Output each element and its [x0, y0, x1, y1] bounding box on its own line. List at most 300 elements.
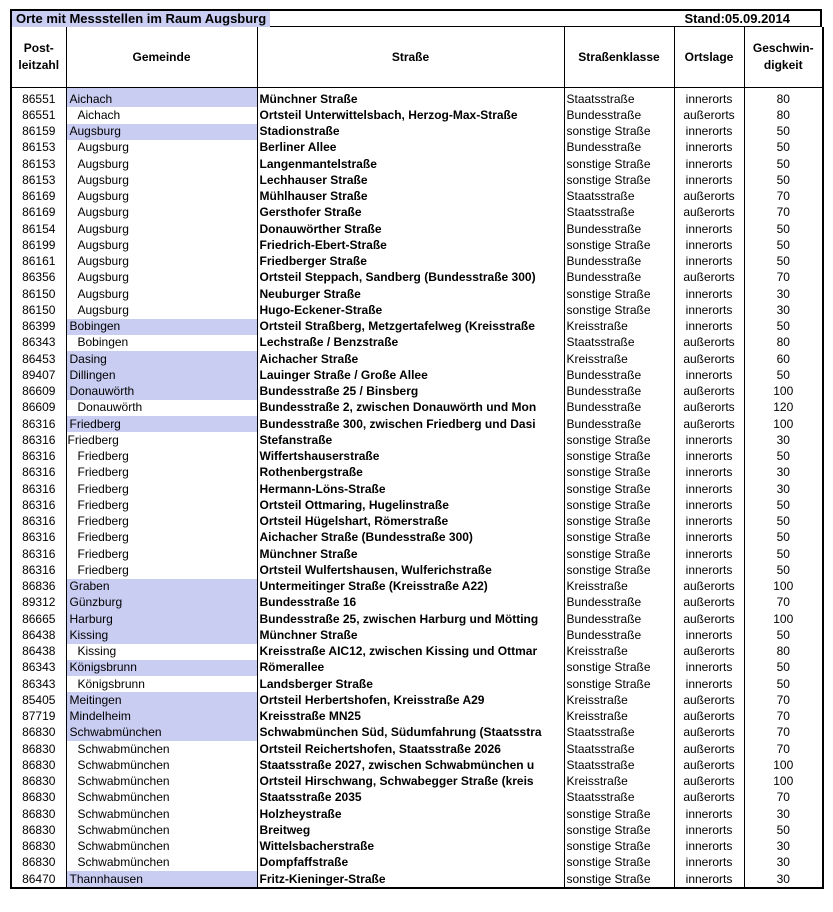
cell-strasse: Breitweg: [257, 822, 564, 838]
cell-geschwindigkeit: 30: [744, 481, 823, 497]
table-row[interactable]: [11, 806, 823, 822]
header-plz-line2: leitzahl: [18, 58, 60, 72]
cell-strasse: Ortsteil Hügelshart, Römerstraße: [257, 514, 564, 530]
cell-plz: 86153: [11, 172, 66, 188]
cell-gemeinde: Aichach: [66, 88, 257, 108]
cell-gemeinde: Augsburg: [66, 270, 257, 286]
cell-strasse: Bundesstraße 25, zwischen Harburg und Mötting: [257, 611, 564, 627]
cell-geschwindigkeit: 50: [744, 546, 823, 562]
cell-klasse: sonstige Straße: [564, 465, 674, 481]
cell-strasse: Münchner Straße: [257, 627, 564, 643]
cell-geschwindigkeit: 50: [744, 156, 823, 172]
cell-geschwindigkeit: 50: [744, 660, 823, 676]
cell-plz: 86343: [11, 660, 66, 676]
cell-geschwindigkeit: 70: [744, 692, 823, 708]
table-row[interactable]: [11, 676, 823, 692]
cell-klasse: Kreisstraße: [564, 351, 674, 367]
cell-klasse: Staatsstraße: [564, 189, 674, 205]
cell-geschwindigkeit: 50: [744, 124, 823, 140]
cell-gemeinde: Königsbrunn: [66, 660, 257, 676]
cell-gemeinde: Augsburg: [66, 205, 257, 221]
cell-strasse: Langenmantelstraße: [257, 156, 564, 172]
cell-plz: 86438: [11, 644, 66, 660]
cell-strasse: Staatsstraße 2035: [257, 790, 564, 806]
table-row[interactable]: [11, 644, 823, 660]
cell-strasse: Ortsteil Reichertshofen, Staatsstraße 2026: [257, 741, 564, 757]
cell-klasse: Bundesstraße: [564, 270, 674, 286]
cell-klasse: sonstige Straße: [564, 156, 674, 172]
cell-gemeinde: Donauwörth: [66, 400, 257, 416]
cell-ortslage: außerorts: [674, 790, 744, 806]
table-row[interactable]: [11, 709, 823, 725]
cell-geschwindigkeit: 50: [744, 562, 823, 578]
cell-ortslage: innerorts: [674, 156, 744, 172]
cell-plz: 86830: [11, 806, 66, 822]
cell-plz: 86316: [11, 562, 66, 578]
cell-gemeinde: Friedberg: [66, 546, 257, 562]
cell-ortslage: innerorts: [674, 806, 744, 822]
cell-plz: 86830: [11, 725, 66, 741]
title-bar: [10, 9, 822, 27]
table-row[interactable]: [11, 156, 823, 172]
cell-gemeinde: Friedberg: [66, 416, 257, 432]
cell-klasse: Bundesstraße: [564, 416, 674, 432]
cell-strasse: Untermeitinger Straße (Kreisstraße A22): [257, 579, 564, 595]
cell-strasse: Bundesstraße 25 / Binsberg: [257, 384, 564, 400]
table-row[interactable]: [11, 497, 823, 513]
cell-plz: 86399: [11, 319, 66, 335]
cell-ortslage: innerorts: [674, 367, 744, 383]
cell-gemeinde: Meitingen: [66, 692, 257, 708]
cell-plz: 86343: [11, 335, 66, 351]
cell-strasse: Holzheystraße: [257, 806, 564, 822]
cell-strasse: Münchner Straße: [257, 546, 564, 562]
cell-plz: 86150: [11, 302, 66, 318]
cell-geschwindigkeit: 30: [744, 302, 823, 318]
cell-geschwindigkeit: 120: [744, 400, 823, 416]
cell-klasse: sonstige Straße: [564, 124, 674, 140]
cell-geschwindigkeit: 80: [744, 107, 823, 123]
cell-strasse: Kreisstraße MN25: [257, 709, 564, 725]
cell-klasse: sonstige Straße: [564, 871, 674, 888]
cell-geschwindigkeit: 100: [744, 611, 823, 627]
cell-plz: 86830: [11, 741, 66, 757]
cell-klasse: sonstige Straße: [564, 286, 674, 302]
cell-plz: 86316: [11, 546, 66, 562]
table-row[interactable]: [11, 611, 823, 627]
cell-strasse: Kreisstraße AIC12, zwischen Kissing und Ottmar: [257, 644, 564, 660]
table-row[interactable]: [11, 839, 823, 855]
cell-strasse: Berliner Allee: [257, 140, 564, 156]
table-row[interactable]: [11, 140, 823, 156]
cell-gemeinde: Bobingen: [66, 319, 257, 335]
cell-ortslage: außerorts: [674, 189, 744, 205]
cell-geschwindigkeit: 50: [744, 140, 823, 156]
table-row[interactable]: [11, 432, 823, 448]
cell-gemeinde: Augsburg: [66, 254, 257, 270]
cell-plz: 86154: [11, 221, 66, 237]
header-geschw[interactable]: [744, 27, 823, 88]
table-row[interactable]: [11, 400, 823, 416]
cell-gemeinde: Augsburg: [66, 140, 257, 156]
cell-geschwindigkeit: 50: [744, 676, 823, 692]
cell-geschwindigkeit: 30: [744, 286, 823, 302]
cell-strasse: Ortsteil Herbertshofen, Kreisstraße A29: [257, 692, 564, 708]
cell-plz: 86316: [11, 465, 66, 481]
header-geschw-line1: Geschwin-: [752, 41, 814, 55]
cell-ortslage: außerorts: [674, 384, 744, 400]
cell-ortslage: innerorts: [674, 140, 744, 156]
cell-ortslage: außerorts: [674, 725, 744, 741]
cell-gemeinde: Friedberg: [66, 481, 257, 497]
table-row[interactable]: [11, 88, 823, 108]
cell-gemeinde: Augsburg: [66, 124, 257, 140]
cell-strasse: Bundesstraße 16: [257, 595, 564, 611]
measurement-table: [10, 27, 824, 889]
table-row[interactable]: [11, 367, 823, 383]
cell-klasse: Kreisstraße: [564, 319, 674, 335]
cell-plz: 85405: [11, 692, 66, 708]
cell-ortslage: innerorts: [674, 822, 744, 838]
cell-geschwindigkeit: 70: [744, 790, 823, 806]
cell-klasse: Staatsstraße: [564, 757, 674, 773]
cell-plz: 86316: [11, 497, 66, 513]
cell-geschwindigkeit: 50: [744, 514, 823, 530]
cell-klasse: sonstige Straße: [564, 562, 674, 578]
cell-strasse: Stefanstraße: [257, 432, 564, 448]
cell-ortslage: innerorts: [674, 172, 744, 188]
cell-klasse: sonstige Straße: [564, 676, 674, 692]
table-row[interactable]: [11, 530, 823, 546]
cell-gemeinde: Augsburg: [66, 286, 257, 302]
cell-klasse: sonstige Straße: [564, 237, 674, 253]
cell-strasse: Gersthofer Straße: [257, 205, 564, 221]
cell-gemeinde: Friedberg: [66, 514, 257, 530]
cell-plz: 89312: [11, 595, 66, 611]
cell-geschwindigkeit: 50: [744, 237, 823, 253]
cell-ortslage: innerorts: [674, 432, 744, 448]
cell-geschwindigkeit: 60: [744, 351, 823, 367]
cell-ortslage: außerorts: [674, 351, 744, 367]
cell-strasse: Dompfaffstraße: [257, 855, 564, 871]
cell-ortslage: außerorts: [674, 611, 744, 627]
cell-klasse: Kreisstraße: [564, 709, 674, 725]
cell-strasse: Mühlhauser Straße: [257, 189, 564, 205]
cell-geschwindigkeit: 80: [744, 644, 823, 660]
cell-gemeinde: Friedberg: [66, 530, 257, 546]
table-row[interactable]: [11, 254, 823, 270]
cell-klasse: sonstige Straße: [564, 172, 674, 188]
table-row[interactable]: [11, 627, 823, 643]
cell-strasse: Friedrich-Ebert-Straße: [257, 237, 564, 253]
cell-strasse: Wiffertshauserstraße: [257, 449, 564, 465]
cell-plz: 86159: [11, 124, 66, 140]
cell-klasse: Staatsstraße: [564, 88, 674, 108]
table-row[interactable]: [11, 546, 823, 562]
cell-geschwindigkeit: 50: [744, 530, 823, 546]
cell-geschwindigkeit: 70: [744, 709, 823, 725]
table-row[interactable]: [11, 237, 823, 253]
cell-klasse: Bundesstraße: [564, 221, 674, 237]
cell-klasse: Staatsstraße: [564, 205, 674, 221]
cell-klasse: sonstige Straße: [564, 481, 674, 497]
cell-plz: 86438: [11, 627, 66, 643]
cell-klasse: Staatsstraße: [564, 335, 674, 351]
cell-strasse: Ortsteil Ottmaring, Hugelinstraße: [257, 497, 564, 513]
table-row[interactable]: [11, 189, 823, 205]
cell-plz: 86665: [11, 611, 66, 627]
cell-gemeinde: Friedberg: [66, 497, 257, 513]
cell-geschwindigkeit: 70: [744, 725, 823, 741]
cell-ortslage: außerorts: [674, 644, 744, 660]
cell-gemeinde: Mindelheim: [66, 709, 257, 725]
cell-gemeinde: Friedberg: [66, 432, 257, 448]
cell-gemeinde: Schwabmünchen: [66, 839, 257, 855]
header-geschw-line2: digkeit: [763, 58, 803, 72]
table-row[interactable]: [11, 172, 823, 188]
cell-strasse: Aichacher Straße: [257, 351, 564, 367]
header-plz[interactable]: [11, 27, 66, 88]
cell-ortslage: innerorts: [674, 221, 744, 237]
cell-plz: 86830: [11, 790, 66, 806]
cell-strasse: Ortsteil Unterwittelsbach, Herzog-Max-Straße: [257, 107, 564, 123]
cell-strasse: Aichacher Straße (Bundesstraße 300): [257, 530, 564, 546]
cell-gemeinde: Schwabmünchen: [66, 822, 257, 838]
cell-ortslage: außerorts: [674, 741, 744, 757]
cell-gemeinde: Augsburg: [66, 189, 257, 205]
cell-ortslage: innerorts: [674, 839, 744, 855]
cell-gemeinde: Günzburg: [66, 595, 257, 611]
cell-ortslage: innerorts: [674, 237, 744, 253]
cell-strasse: Ortsteil Wulfertshausen, Wulferichstraße: [257, 562, 564, 578]
cell-geschwindigkeit: 100: [744, 579, 823, 595]
cell-gemeinde: Schwabmünchen: [66, 855, 257, 871]
cell-plz: 86316: [11, 449, 66, 465]
cell-gemeinde: Thannhausen: [66, 871, 257, 888]
cell-plz: 86830: [11, 757, 66, 773]
cell-klasse: sonstige Straße: [564, 449, 674, 465]
cell-gemeinde: Friedberg: [66, 562, 257, 578]
table-row[interactable]: [11, 319, 823, 335]
cell-geschwindigkeit: 50: [744, 172, 823, 188]
table-row[interactable]: [11, 335, 823, 351]
cell-ortslage: innerorts: [674, 319, 744, 335]
cell-strasse: Römerallee: [257, 660, 564, 676]
cell-strasse: Ortsteil Steppach, Sandberg (Bundesstraße 300): [257, 270, 564, 286]
cell-klasse: sonstige Straße: [564, 302, 674, 318]
cell-geschwindigkeit: 50: [744, 627, 823, 643]
cell-gemeinde: Augsburg: [66, 221, 257, 237]
table-row[interactable]: [11, 871, 823, 888]
table-row[interactable]: [11, 757, 823, 773]
cell-geschwindigkeit: 70: [744, 205, 823, 221]
table-row[interactable]: [11, 286, 823, 302]
cell-ortslage: außerorts: [674, 709, 744, 725]
table-row[interactable]: [11, 416, 823, 432]
cell-ortslage: außerorts: [674, 692, 744, 708]
cell-plz: 86609: [11, 400, 66, 416]
cell-plz: 86830: [11, 855, 66, 871]
header-ortslage[interactable]: Ortslage: [674, 27, 744, 88]
cell-ortslage: innerorts: [674, 497, 744, 513]
table-row[interactable]: [11, 465, 823, 481]
cell-gemeinde: Donauwörth: [66, 384, 257, 400]
cell-ortslage: innerorts: [674, 660, 744, 676]
cell-strasse: Ortsteil Straßberg, Metzgertafelweg (Kreisstraße: [257, 319, 564, 335]
cell-klasse: Staatsstraße: [564, 790, 674, 806]
table-row[interactable]: [11, 449, 823, 465]
cell-strasse: Donauwörther Straße: [257, 221, 564, 237]
cell-klasse: Bundesstraße: [564, 627, 674, 643]
cell-geschwindigkeit: 80: [744, 335, 823, 351]
table-row[interactable]: [11, 741, 823, 757]
cell-gemeinde: Schwabmünchen: [66, 741, 257, 757]
cell-ortslage: innerorts: [674, 546, 744, 562]
cell-geschwindigkeit: 100: [744, 384, 823, 400]
cell-ortslage: innerorts: [674, 286, 744, 302]
cell-geschwindigkeit: 50: [744, 367, 823, 383]
table-row[interactable]: [11, 822, 823, 838]
header-klasse[interactable]: Straßenklasse: [564, 27, 674, 88]
cell-plz: 86169: [11, 205, 66, 221]
cell-ortslage: innerorts: [674, 302, 744, 318]
cell-ortslage: innerorts: [674, 254, 744, 270]
header-plz-line1: Post-: [23, 41, 54, 55]
table-row[interactable]: [11, 107, 823, 123]
cell-plz: 87719: [11, 709, 66, 725]
cell-gemeinde: Friedberg: [66, 465, 257, 481]
cell-ortslage: innerorts: [674, 855, 744, 871]
cell-geschwindigkeit: 30: [744, 465, 823, 481]
cell-strasse: Landsberger Straße: [257, 676, 564, 692]
cell-gemeinde: Augsburg: [66, 172, 257, 188]
cell-klasse: Bundesstraße: [564, 254, 674, 270]
cell-ortslage: innerorts: [674, 871, 744, 888]
cell-strasse: Fritz-Kieninger-Straße: [257, 871, 564, 888]
cell-ortslage: außerorts: [674, 270, 744, 286]
cell-ortslage: außerorts: [674, 757, 744, 773]
stand-date: Stand:05.09.2014: [684, 11, 790, 26]
cell-plz: 86609: [11, 384, 66, 400]
table-row[interactable]: [11, 481, 823, 497]
cell-klasse: Kreisstraße: [564, 774, 674, 790]
cell-plz: 86470: [11, 871, 66, 888]
cell-strasse: Neuburger Straße: [257, 286, 564, 302]
header-strasse[interactable]: Straße: [257, 27, 564, 88]
cell-geschwindigkeit: 50: [744, 822, 823, 838]
cell-klasse: sonstige Straße: [564, 839, 674, 855]
cell-geschwindigkeit: 70: [744, 189, 823, 205]
table-row[interactable]: [11, 774, 823, 790]
table-row[interactable]: [11, 351, 823, 367]
cell-gemeinde: Augsburg: [66, 237, 257, 253]
cell-klasse: sonstige Straße: [564, 432, 674, 448]
table-row[interactable]: [11, 124, 823, 140]
cell-ortslage: außerorts: [674, 205, 744, 221]
cell-ortslage: innerorts: [674, 514, 744, 530]
cell-ortslage: außerorts: [674, 579, 744, 595]
table-row[interactable]: [11, 205, 823, 221]
cell-geschwindigkeit: 50: [744, 221, 823, 237]
cell-klasse: Bundesstraße: [564, 595, 674, 611]
cell-geschwindigkeit: 30: [744, 806, 823, 822]
cell-strasse: Bundesstraße 300, zwischen Friedberg und Dasi: [257, 416, 564, 432]
cell-strasse: Hugo-Eckener-Straße: [257, 302, 564, 318]
table-row[interactable]: [11, 270, 823, 286]
cell-ortslage: außerorts: [674, 400, 744, 416]
cell-geschwindigkeit: 50: [744, 497, 823, 513]
cell-strasse: Rothenbergstraße: [257, 465, 564, 481]
cell-ortslage: innerorts: [674, 88, 744, 108]
table-row[interactable]: [11, 221, 823, 237]
cell-geschwindigkeit: 70: [744, 270, 823, 286]
cell-ortslage: innerorts: [674, 124, 744, 140]
table-body: [11, 88, 823, 889]
cell-plz: 86316: [11, 481, 66, 497]
cell-klasse: sonstige Straße: [564, 497, 674, 513]
cell-gemeinde: Kissing: [66, 644, 257, 660]
cell-geschwindigkeit: 30: [744, 839, 823, 855]
cell-gemeinde: Dasing: [66, 351, 257, 367]
table-row[interactable]: [11, 514, 823, 530]
cell-plz: 86169: [11, 189, 66, 205]
cell-klasse: Bundesstraße: [564, 611, 674, 627]
cell-plz: 86316: [11, 432, 66, 448]
table-row[interactable]: [11, 562, 823, 578]
cell-plz: 86161: [11, 254, 66, 270]
table-row[interactable]: [11, 595, 823, 611]
header-gemeinde[interactable]: Gemeinde: [66, 27, 257, 88]
table-row[interactable]: [11, 660, 823, 676]
cell-ortslage: innerorts: [674, 449, 744, 465]
cell-plz: 86316: [11, 416, 66, 432]
cell-klasse: sonstige Straße: [564, 822, 674, 838]
cell-strasse: Schwabmünchen Süd, Südumfahrung (Staatsstra: [257, 725, 564, 741]
cell-gemeinde: Friedberg: [66, 449, 257, 465]
cell-plz: 86316: [11, 530, 66, 546]
cell-plz: 86830: [11, 822, 66, 838]
table-row[interactable]: [11, 790, 823, 806]
cell-gemeinde: Königsbrunn: [66, 676, 257, 692]
cell-klasse: Bundesstraße: [564, 400, 674, 416]
cell-gemeinde: Schwabmünchen: [66, 725, 257, 741]
cell-klasse: Kreisstraße: [564, 644, 674, 660]
cell-plz: 86830: [11, 774, 66, 790]
cell-gemeinde: Schwabmünchen: [66, 757, 257, 773]
cell-klasse: Staatsstraße: [564, 725, 674, 741]
table-row[interactable]: [11, 692, 823, 708]
cell-geschwindigkeit: 80: [744, 88, 823, 108]
cell-plz: 86551: [11, 88, 66, 108]
cell-plz: 86316: [11, 514, 66, 530]
cell-strasse: Friedberger Straße: [257, 254, 564, 270]
table-row[interactable]: [11, 579, 823, 595]
cell-gemeinde: Kissing: [66, 627, 257, 643]
cell-strasse: Hermann-Löns-Straße: [257, 481, 564, 497]
cell-gemeinde: Schwabmünchen: [66, 790, 257, 806]
cell-klasse: sonstige Straße: [564, 855, 674, 871]
cell-klasse: sonstige Straße: [564, 806, 674, 822]
table-row[interactable]: [11, 384, 823, 400]
table-row[interactable]: [11, 302, 823, 318]
cell-plz: 86830: [11, 839, 66, 855]
table-row[interactable]: [11, 725, 823, 741]
table-row[interactable]: [11, 855, 823, 871]
cell-geschwindigkeit: 50: [744, 254, 823, 270]
cell-strasse: Ortsteil Hirschwang, Schwabegger Straße (kreis: [257, 774, 564, 790]
cell-klasse: sonstige Straße: [564, 660, 674, 676]
cell-klasse: Bundesstraße: [564, 140, 674, 156]
